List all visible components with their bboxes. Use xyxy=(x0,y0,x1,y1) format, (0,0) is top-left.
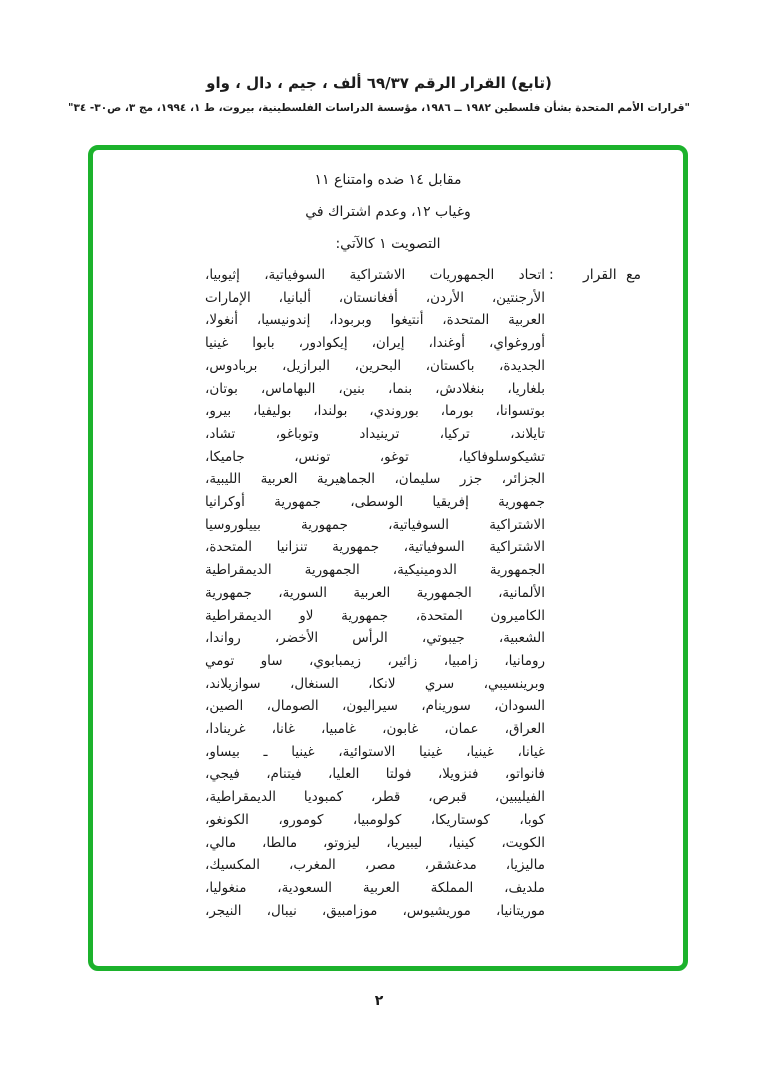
country-list-line: ماليزيا، مدغشقر، مصر، المغرب، المكسيك، xyxy=(205,857,545,874)
voting-summary-line: وغياب ١٢، وعدم اشتراك في xyxy=(305,204,471,220)
country-list-line: اتحاد الجمهوريات الاشتراكية السوفياتية، إثيوبيا، xyxy=(205,267,545,283)
country-list-line: فانواتو، فنزويلا، فولتا العليا، فيتنام، فيجي، xyxy=(205,766,545,783)
country-list-line: رومانيا، زامبيا، زائير، زيمبابوي، ساو تومي xyxy=(205,652,545,669)
country-list-line: بلغاريا، بنغلادش، بنما، بنين، البهاماس، بوتان، xyxy=(205,380,545,397)
country-list-line: الجديدة، باكستان، البحرين، البرازيل، بربادوس، xyxy=(205,357,545,374)
country-list-line: بوتسوانا، بورما، بوروندي، بولندا، بوليفيا، بيرو، xyxy=(205,403,545,420)
country-list-line: العربية المتحدة، أنتيغوا وبربودا، إندونيسيا، أنغولا، xyxy=(205,312,545,329)
vote-for-countries xyxy=(205,264,545,922)
country-list-line: موريتانيا، موريشيوس، موزامبيق، نيبال، النيجر، xyxy=(205,902,545,919)
country-list-line: جمهورية إفريقيا الوسطى، جمهورية أوكرانيا xyxy=(205,494,545,511)
country-list-line: الكاميرون المتحدة، جمهورية لاو الديمقراطية xyxy=(205,607,545,624)
country-list-line: الفيليبين، قبرص، قطر، كمبوديا الديمقراطية، xyxy=(205,789,545,806)
vote-for-label xyxy=(549,264,641,922)
country-list-line: وبرينسيبي، سري لانكا، السنغال، سوازيلاند، xyxy=(205,675,545,692)
country-list-line: الألمانية، الجمهورية العربية السورية، جمهورية xyxy=(205,584,545,601)
source-citation: "قرارات الأمم المتحدة بشأن فلسطين ١٩٨٢ ــ ١٩٨٦، مؤسسة الدراسات الفلسطينية، بيروت، ط ١، ١٩٩٤، مج ٣، ص٣٠- ٣٤" xyxy=(67,102,691,114)
page-number: ٢ xyxy=(374,993,384,1009)
voting-summary-line: التصويت ١ كالآتي: xyxy=(335,236,441,252)
country-list-line: السودان، سورينام، سيراليون، الصومال، الصين، xyxy=(205,698,545,715)
vote-for-label-colon: : xyxy=(549,267,554,283)
country-list-line: أوروغواي، أوغندا، إيران، إيكوادور، بابوا غينيا xyxy=(205,335,545,352)
vote-for-label-text: مع القرار xyxy=(582,267,641,283)
voting-summary xyxy=(213,164,563,260)
country-list-line: الاشتراكية السوفياتية، جمهورية بييلوروسيا xyxy=(205,516,545,533)
country-list-line: تشيكوسلوفاكيا، توغو، تونس، جاميكا، xyxy=(205,448,545,465)
voting-summary-line: مقابل ١٤ ضده وامتناع ١١ xyxy=(314,172,462,188)
country-list-line: الشعبية، جيبوتي، الرأس الأخضر، رواندا، xyxy=(205,630,545,647)
country-list-line: الكويت، كينيا، ليبيريا، ليزوتو، مالطا، مالي، xyxy=(205,834,545,851)
country-list-line: الأرجنتين، الأردن، أفغانستان، ألبانيا، الإمارات xyxy=(205,289,545,306)
country-list-line: الجزائر، جزر سليمان، الجماهيرية العربية الليبية، xyxy=(205,471,545,488)
country-list-line: الاشتراكية السوفياتية، جمهورية تنزانيا المتحدة، xyxy=(205,539,545,556)
content-frame xyxy=(88,145,688,971)
country-list-line: غيانا، غينيا، غينيا الاستوائية، غينيا ـ بيساو، xyxy=(205,743,545,760)
country-list-line: كوبا، كوستاريكا، كولومبيا، كومورو، الكونغو، xyxy=(205,811,545,828)
country-list-line: العراق، عمان، غابون، غامبيا، غانا، غرينادا، xyxy=(205,721,545,738)
document-title: (تابع) القرار الرقم ٦٩/٣٧ ألف ، جيم ، دال ، واو xyxy=(206,74,552,92)
country-list-line: الجمهورية الدومينيكية، الجمهورية الديمقراطية xyxy=(205,562,545,579)
vote-for-section xyxy=(205,264,641,922)
country-list-line: تايلاند، تركيا، ترينيداد وتوباغو، تشاد، xyxy=(205,425,545,442)
country-list-line: ملديف، المملكة العربية السعودية، منغوليا، xyxy=(205,879,545,896)
